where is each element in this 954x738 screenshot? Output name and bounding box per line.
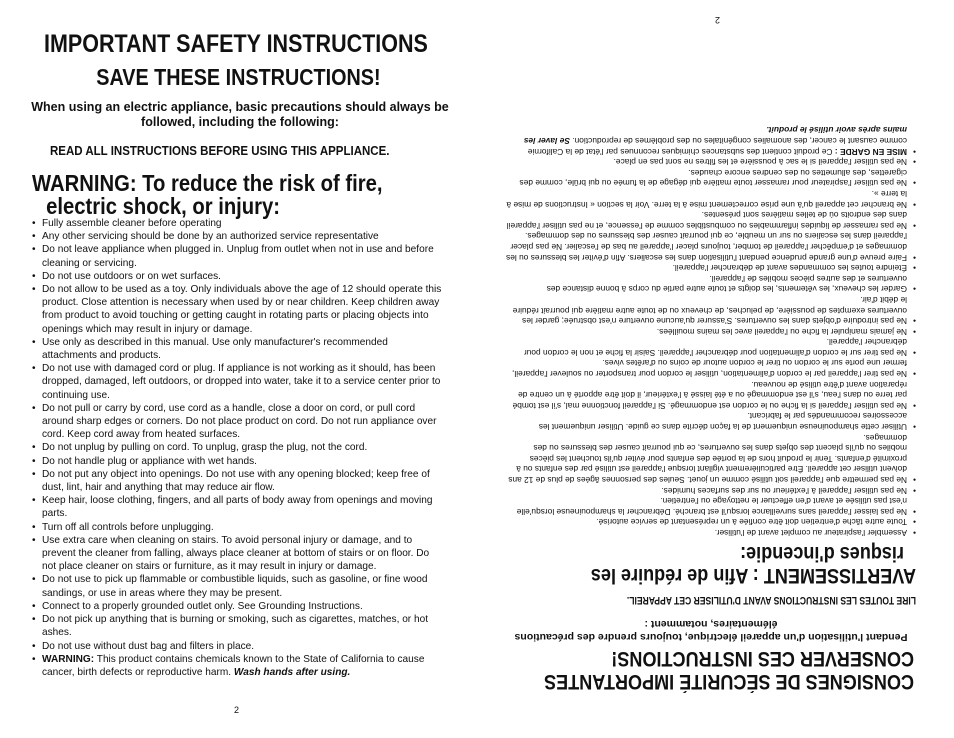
french-bullet-item: • Éteindre toutes les commandes avant de débrancher l'appareil. <box>506 263 916 274</box>
french-bullet-item: • Ne pas permettre que l'appareil soit utilisé comme un jouet. Seules des personnes âgées de plus de 12 ans doivent utiliser cet appareil. Être particulièrement vigilant lorsque l'appareil est utilisé par des enfants ou à proximité d'enfants. Tenir le produit hors de la portée des enfants pour éviter qu'ils touchent les pièces mobiles ou qu'ils placent des objets dans les ouvertures, ce qui pourrait causer des blessures ou des dommages. <box>506 432 916 485</box>
french-bullet-list <box>506 125 916 538</box>
french-intro-text: Pendant l'utilisation d'un appareil électrique, toujours prendre des précautions élémentaires, notamment : <box>514 618 908 643</box>
french-warning-heading <box>555 542 916 586</box>
bullet-item: • Do not unplug by pulling on cord. To unplug, grasp the plug, not the cord. <box>32 441 444 454</box>
bullet-item: • Do not use outdoors or on wet surfaces. <box>32 270 444 283</box>
bullet-item: • Do not pull or carry by cord, use cord as a handle, close a door on cord, or pull cord around sharp edges or corners. Do not place product on cord. Do not run appliance over cord. Keep cord away from heated surfaces. <box>32 402 444 442</box>
bullet-item: • Fully assemble cleaner before operating <box>32 217 444 230</box>
warning-line-1: WARNING: To reduce the risk of fire, <box>32 170 383 196</box>
bullet-item: • Do not use with damaged cord or plug. If appliance is not working as it should, has been dropped, damaged, left outdoors, or dropped into water, take it to a service center prior to continuing use. <box>32 362 444 402</box>
french-bullet-item: • Ne pas utiliser l'aspirateur pour ramasser toute matière qui dégage de la fumée ou qui brûle, comme des cigarettes, des allumettes ou des cendres encore chaudes. <box>506 167 916 188</box>
safety-bullet-list <box>32 217 444 679</box>
french-page-rotated-content <box>477 0 954 738</box>
french-warning-line-1: AVERTISSEMENT : Afin de réduire les <box>590 564 916 587</box>
wash-hands-note: Wash hands after using. <box>233 666 351 678</box>
california-warning-label: WARNING: <box>42 653 95 665</box>
bullet-item: • Any other servicing should be done by an authorized service representative <box>32 230 444 243</box>
french-subtitle: CONSERVER CES INSTRUCTIONS! <box>611 647 914 670</box>
bullet-item: • Keep hair, loose clothing, fingers, and all parts of body away from openings and moving parts. <box>32 494 444 520</box>
french-read-all-notice: LIRE TOUTES LES INSTRUCTIONS AVANT D'UTILISER CET APPAREIL. <box>626 594 916 606</box>
french-california-warning <box>506 125 916 157</box>
french-page <box>477 0 954 738</box>
bullet-item: • Use extra care when cleaning on stairs. To avoid personal injury or damage, and to prevent the cleaner from falling, always place cleaner at bottom of stairs or on floor. Do not place cleaner on stairs or furniture, as it may result in injury or damage. <box>32 534 444 574</box>
french-bullet-item: • Ne pas laisser l'appareil sans surveillance lorsqu'il est branché. Débrancher la shampouineuse lorsqu'elle n'est pas utilisée et avant d'en effectuer le nettoyage ou l'entretien. <box>506 496 916 517</box>
page-title: IMPORTANT SAFETY INSTRUCTIONS <box>44 30 428 58</box>
french-bullet-item: • Ne pas tirer l'appareil par le cordon d'alimentation, utiliser le cordon pour transporter ou soulever l'appareil, fermer une porte sur le cordon ou tirer le cordon autour de coins ou d'arêtes vives. <box>506 358 916 379</box>
french-bullet-item: • Faire preuve d'une grande prudence pendant l'utilisation dans les escaliers. Afin d'éviter les blessures ou les dommages et d'empêcher l'appareil de tomber, toujours placer l'appareil au bas de l'escalier. Ne pas placer l'appareil dans les escaliers ou sur un meuble, ce qui pourrait causer des blessures ou des dommages. <box>506 231 916 263</box>
bullet-item: • Do not use to pick up flammable or combustible liquids, such as gasoline, or fine wood sandings, or use in areas where they may be present. <box>32 573 444 599</box>
bullet-item: • Use only as described in this manual. Use only manufacturer's recommended attachments and products. <box>32 336 444 362</box>
california-warning-text: This product contains chemicals known to the State of California to cause cancer, birth defects or reproductive harm. <box>42 653 425 678</box>
french-bullet-item: • Toute autre tâche d'entretien doit être confiée à un représentant de service autorisé. <box>506 517 916 528</box>
bullet-item: • Connect to a properly grounded outlet only. See Grounding Instructions. <box>32 600 444 613</box>
french-bullet-item: • Ne pas ramasser de liquides inflammables ou combustibles comme de l'essence, et ne pas utiliser l'appareil dans des endroits où de telles matières sont présentes. <box>506 210 916 231</box>
bullet-item: • Do not put any object into openings. Do not use with any opening blocked; keep free of dust, lint, hair and anything that may reduce air flow. <box>32 468 444 494</box>
french-warning-text: Ce produit contient des substances chimiques reconnues par l'état de la Californie comme causant le cancer, des anomalies congénitales ou des problèmes de reproduction. <box>527 136 907 157</box>
warning-line-2: electric shock, or injury: <box>46 193 281 219</box>
french-bullet-item: • Ne pas utiliser l'appareil si le sac à poussière et les filtres ne sont pas en place. <box>506 157 916 168</box>
french-bullet-item: • Ne pas utiliser l'appareil si la fiche ou le cordon est endommagé. Si l'appareil fonctionne mal, s'il est tombé par terre ou dans l'eau, s'il est endommagé ou a été laissé à l'extérieur, il doit être apporté à un centre de réparation avant d'être utilisé de nouveau. <box>506 379 916 411</box>
french-warning-label: MISE EN GARDE : <box>834 146 907 157</box>
bullet-item: • Do not allow to be used as a toy. Only individuals above the age of 12 should operate this product. Close attention is necessary when used by or near children. Keep children away from product to avoid touching or getting caught in rotating parts or placing objects into openings which may result in injury or damage. <box>32 283 444 336</box>
warning-heading <box>32 172 446 218</box>
french-title: CONSIGNES DE SÉCURITÉ IMPORTANTES <box>544 670 914 693</box>
bullet-item: • Do not pick up anything that is burning or smoking, such as cigarettes, matches, or hot ashes. <box>32 613 444 639</box>
california-warning <box>32 653 444 679</box>
french-page-number: 2 <box>714 15 720 25</box>
french-bullet-item: • Ne pas introduire d'objets dans les ouvertures. S'assurer qu'aucune ouverture n'est obstruée; garder les ouvertures exemptes de poussière, de peluches, de cheveux ou de toute autre matière qui pourrait réduire le débit d'air. <box>506 294 916 326</box>
french-bullet-item: • Ne pas tirer sur le cordon d'alimentation pour débrancher l'appareil. Saisir la fiche et non le cordon pour débrancher l'appareil. <box>506 337 916 358</box>
bullet-item: • Do not handle plug or appliance with wet hands. <box>32 455 444 468</box>
bullet-item: • Do not use without dust bag and filters in place. <box>32 640 444 653</box>
read-all-notice: READ ALL INSTRUCTIONS BEFORE USING THIS APPLIANCE. <box>50 144 390 158</box>
page-number: 2 <box>234 705 240 715</box>
french-bullet-item: • Ne brancher cet appareil qu'à une prise correctement mise à la terre. Voir la section « Instructions de mise à la terre ». <box>506 188 916 209</box>
page-subtitle: SAVE THESE INSTRUCTIONS! <box>96 64 381 90</box>
bullet-item: • Do not leave appliance when plugged in. Unplug from outlet when not in use and before cleaning or servicing. <box>32 243 444 269</box>
french-wash-hands-note: Se laver les mains après avoir utilisé le produit. <box>523 125 907 147</box>
french-bullet-item: • Ne pas utiliser l'appareil à l'extérieur ou sur des surfaces humides. <box>506 485 916 496</box>
bullet-item: • Turn off all controls before unplugging. <box>32 521 444 534</box>
french-bullet-item: • Utiliser cette shampouineuse uniquement de la façon décrite dans ce guide. Utiliser uniquement les accessoires recommandés par le fabricant. <box>506 411 916 432</box>
french-warning-line-2: risques d'incendie: <box>740 542 904 565</box>
french-bullet-item: • Assembler l'aspirateur au complet avant de l'utiliser. <box>506 527 916 538</box>
intro-text: When using an electric appliance, basic precautions should always be followed, including the following: <box>31 100 449 129</box>
french-bullet-item: • Ne jamais manipuler la fiche ou l'appareil avec les mains mouillées. <box>506 326 916 337</box>
french-bullet-item: • Garder les cheveux, les vêtements, les doigts et toute autre partie du corps à bonne distance des ouvertures et des autres pièces mobiles de l'appareil. <box>506 273 916 294</box>
